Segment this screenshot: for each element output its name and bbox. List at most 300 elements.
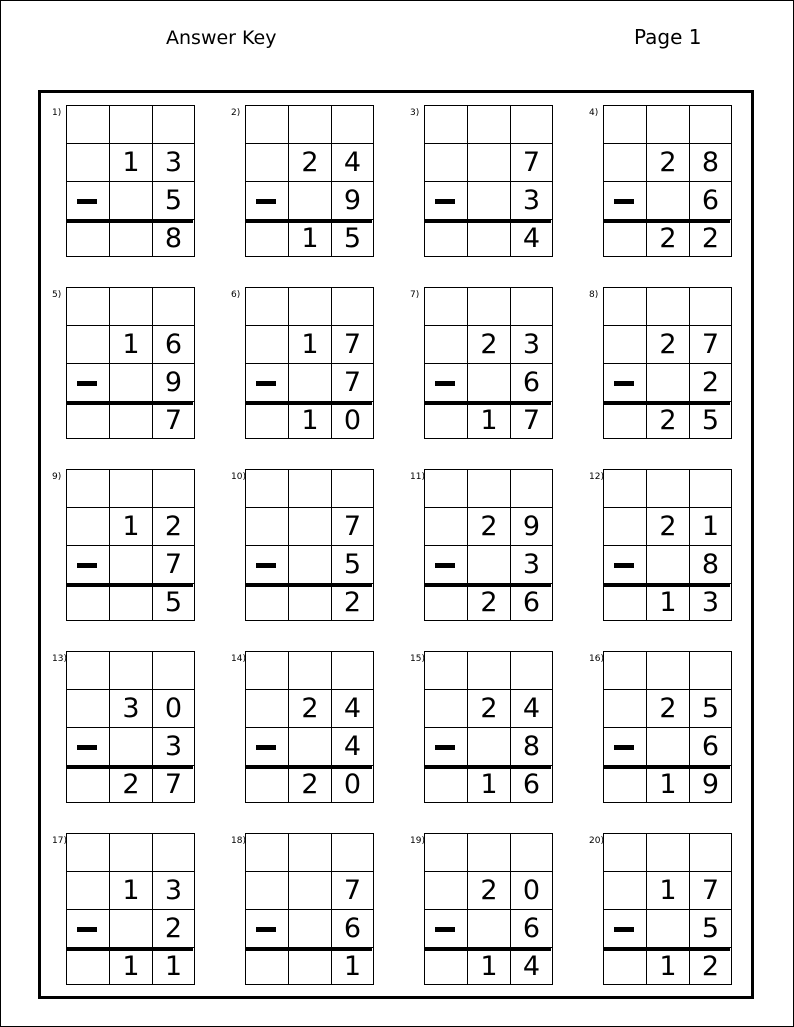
minus-sign: [77, 381, 97, 386]
digit-cell: [109, 401, 152, 439]
digit-cell: 6: [510, 363, 553, 401]
digit-cell: [424, 507, 467, 545]
digit-cell: [510, 287, 553, 325]
answer-line: [245, 584, 372, 587]
digit-cell: 5: [331, 219, 374, 257]
digit-cell: [424, 325, 467, 363]
digit-cell: 7: [331, 507, 374, 545]
digit-cell: [331, 469, 374, 507]
digit-cell: 3: [510, 325, 553, 363]
answer-line: [424, 220, 551, 223]
digit-cell: [603, 765, 646, 803]
digit-cell: [603, 947, 646, 985]
digit-cell: 2: [689, 363, 732, 401]
digit-cell: 3: [689, 583, 732, 621]
digit-cell: 1: [109, 143, 152, 181]
digit-cell: 6: [689, 727, 732, 765]
minus-sign: [614, 199, 634, 204]
digit-cell: [646, 909, 689, 947]
digit-cell: 2: [646, 507, 689, 545]
subtraction-problem: [52, 105, 193, 259]
answer-line: [603, 402, 730, 405]
digit-cell: 4: [510, 219, 553, 257]
digit-cell: [66, 401, 109, 439]
digit-cell: [66, 583, 109, 621]
digit-cell: [288, 583, 331, 621]
minus-sign: [77, 927, 97, 932]
minus-sign: [256, 927, 276, 932]
digit-cell: [646, 727, 689, 765]
digit-cell: [288, 545, 331, 583]
digit-cell: 2: [331, 583, 374, 621]
subtraction-problem: [231, 287, 372, 441]
problem-number: 11): [410, 472, 425, 482]
digit-cell: 6: [331, 909, 374, 947]
subtraction-problem: [410, 651, 551, 805]
digit-cell: 4: [510, 947, 553, 985]
digit-cell: [66, 507, 109, 545]
subtraction-problem: [589, 105, 730, 259]
digit-cell: 7: [510, 401, 553, 439]
digit-cell: 5: [152, 181, 195, 219]
digit-cell: 5: [689, 689, 732, 727]
digit-cell: [245, 219, 288, 257]
digit-cell: 2: [689, 947, 732, 985]
digit-cell: 9: [510, 507, 553, 545]
digit-cell: 7: [331, 363, 374, 401]
minus-sign: [435, 927, 455, 932]
digit-cell: [646, 651, 689, 689]
minus-sign: [435, 381, 455, 386]
digit-cell: [424, 143, 467, 181]
problem-sheet: [38, 90, 754, 999]
digit-cell: [331, 105, 374, 143]
problem-number: 5): [52, 290, 62, 300]
digit-cell: [109, 909, 152, 947]
digit-cell: [66, 833, 109, 871]
problem-number: 17): [52, 836, 67, 846]
digit-cell: [66, 287, 109, 325]
digit-cell: [646, 363, 689, 401]
minus-sign: [614, 745, 634, 750]
digit-cell: [66, 689, 109, 727]
minus-sign: [256, 563, 276, 568]
digit-cell: [424, 401, 467, 439]
digit-cell: [288, 871, 331, 909]
digit-cell: [288, 909, 331, 947]
digit-cell: [467, 105, 510, 143]
digit-cell: 1: [467, 401, 510, 439]
digit-cell: [288, 363, 331, 401]
minus-sign: [614, 563, 634, 568]
digit-cell: 8: [689, 545, 732, 583]
digit-cell: [245, 325, 288, 363]
answer-line: [424, 402, 551, 405]
digit-cell: [467, 287, 510, 325]
minus-sign: [435, 199, 455, 204]
digit-cell: 9: [689, 765, 732, 803]
digit-cell: [424, 219, 467, 257]
digit-cell: 3: [510, 545, 553, 583]
digit-cell: [288, 833, 331, 871]
digit-cell: [109, 287, 152, 325]
digit-cell: 6: [510, 583, 553, 621]
answer-line: [66, 766, 193, 769]
digit-cell: [510, 833, 553, 871]
subtraction-problem: [231, 833, 372, 987]
digit-cell: [467, 143, 510, 181]
digit-cell: [288, 105, 331, 143]
answer-line: [66, 402, 193, 405]
digit-cell: 3: [510, 181, 553, 219]
digit-cell: [467, 363, 510, 401]
digit-cell: [245, 507, 288, 545]
digit-cell: [646, 833, 689, 871]
digit-cell: [467, 651, 510, 689]
page-title: Answer Key: [166, 27, 277, 49]
digit-cell: 8: [689, 143, 732, 181]
digit-cell: 7: [510, 143, 553, 181]
digit-cell: 2: [646, 689, 689, 727]
digit-cell: 2: [288, 689, 331, 727]
digit-cell: [603, 651, 646, 689]
problem-number: 3): [410, 108, 420, 118]
digit-cell: [603, 871, 646, 909]
minus-sign: [256, 381, 276, 386]
digit-cell: [467, 545, 510, 583]
minus-sign: [256, 745, 276, 750]
subtraction-problem: [589, 287, 730, 441]
digit-cell: [66, 947, 109, 985]
problem-number: 13): [52, 654, 67, 664]
digit-cell: [603, 507, 646, 545]
answer-line: [424, 584, 551, 587]
digit-cell: 2: [646, 325, 689, 363]
digit-cell: 1: [467, 947, 510, 985]
subtraction-problem: [410, 105, 551, 259]
digit-cell: [689, 469, 732, 507]
answer-line: [66, 220, 193, 223]
digit-cell: [66, 651, 109, 689]
digit-cell: 1: [646, 947, 689, 985]
subtraction-problem: [231, 651, 372, 805]
digit-cell: 2: [646, 219, 689, 257]
digit-cell: [245, 143, 288, 181]
digit-cell: [66, 105, 109, 143]
digit-cell: 7: [152, 765, 195, 803]
digit-cell: 2: [467, 325, 510, 363]
digit-cell: [467, 833, 510, 871]
answer-line: [245, 948, 372, 951]
digit-cell: 3: [152, 727, 195, 765]
answer-line: [603, 584, 730, 587]
digit-cell: 1: [152, 947, 195, 985]
digit-cell: [646, 181, 689, 219]
digit-cell: [424, 469, 467, 507]
digit-cell: [288, 469, 331, 507]
digit-cell: 1: [467, 765, 510, 803]
digit-cell: 5: [689, 401, 732, 439]
digit-cell: [66, 469, 109, 507]
digit-cell: [109, 363, 152, 401]
digit-cell: [331, 287, 374, 325]
digit-cell: 1: [646, 583, 689, 621]
minus-sign: [77, 199, 97, 204]
digit-cell: 0: [331, 765, 374, 803]
digit-cell: 2: [467, 871, 510, 909]
digit-cell: [467, 469, 510, 507]
page-number: Page 1: [634, 25, 702, 49]
answer-line: [245, 220, 372, 223]
digit-cell: [603, 583, 646, 621]
digit-cell: [66, 765, 109, 803]
digit-cell: 8: [152, 219, 195, 257]
problem-number: 4): [589, 108, 599, 118]
digit-cell: 4: [331, 689, 374, 727]
digit-cell: 2: [467, 689, 510, 727]
subtraction-problem: [231, 105, 372, 259]
digit-cell: [245, 947, 288, 985]
minus-sign: [435, 563, 455, 568]
answer-line: [66, 584, 193, 587]
digit-cell: [424, 287, 467, 325]
digit-cell: [603, 469, 646, 507]
digit-cell: [603, 833, 646, 871]
digit-cell: 3: [152, 871, 195, 909]
digit-cell: 4: [510, 689, 553, 727]
digit-cell: [66, 143, 109, 181]
problem-number: 18): [231, 836, 246, 846]
problem-number: 8): [589, 290, 599, 300]
digit-cell: [152, 651, 195, 689]
digit-cell: 9: [331, 181, 374, 219]
digit-cell: 1: [646, 871, 689, 909]
digit-cell: [603, 287, 646, 325]
digit-cell: [510, 651, 553, 689]
digit-cell: 4: [331, 727, 374, 765]
digit-cell: 7: [689, 325, 732, 363]
digit-cell: [331, 833, 374, 871]
answer-line: [603, 220, 730, 223]
digit-cell: 1: [288, 401, 331, 439]
digit-cell: [424, 583, 467, 621]
digit-cell: [109, 469, 152, 507]
digit-cell: [152, 105, 195, 143]
subtraction-problem: [410, 287, 551, 441]
digit-cell: 7: [689, 871, 732, 909]
digit-cell: 6: [152, 325, 195, 363]
digit-cell: [603, 219, 646, 257]
digit-cell: [424, 105, 467, 143]
answer-line: [424, 948, 551, 951]
problem-number: 7): [410, 290, 420, 300]
digit-cell: 5: [331, 545, 374, 583]
digit-cell: 2: [288, 143, 331, 181]
digit-cell: [152, 287, 195, 325]
digit-cell: 1: [109, 507, 152, 545]
answer-line: [603, 948, 730, 951]
digit-cell: 1: [288, 219, 331, 257]
digit-cell: [646, 287, 689, 325]
problem-number: 20): [589, 836, 604, 846]
digit-cell: 6: [510, 765, 553, 803]
digit-cell: 2: [689, 219, 732, 257]
digit-cell: 3: [152, 143, 195, 181]
digit-cell: [109, 219, 152, 257]
digit-cell: 7: [331, 871, 374, 909]
digit-cell: [603, 105, 646, 143]
digit-cell: [288, 651, 331, 689]
digit-cell: [467, 181, 510, 219]
digit-cell: [510, 469, 553, 507]
digit-cell: [646, 469, 689, 507]
digit-cell: [109, 105, 152, 143]
digit-cell: [245, 651, 288, 689]
digit-cell: [109, 181, 152, 219]
digit-cell: [109, 727, 152, 765]
digit-cell: 2: [152, 909, 195, 947]
digit-cell: 2: [109, 765, 152, 803]
answer-line: [245, 766, 372, 769]
digit-cell: [245, 765, 288, 803]
digit-cell: [467, 727, 510, 765]
problem-number: 14): [231, 654, 246, 664]
digit-cell: 6: [510, 909, 553, 947]
problem-number: 16): [589, 654, 604, 664]
subtraction-problem: [231, 469, 372, 623]
digit-cell: 1: [109, 871, 152, 909]
subtraction-problem: [52, 651, 193, 805]
minus-sign: [614, 927, 634, 932]
digit-cell: [603, 401, 646, 439]
digit-cell: 1: [331, 947, 374, 985]
digit-cell: 0: [331, 401, 374, 439]
subtraction-problem: [52, 833, 193, 987]
digit-cell: [109, 583, 152, 621]
digit-cell: 2: [646, 143, 689, 181]
minus-sign: [256, 199, 276, 204]
digit-cell: 6: [689, 181, 732, 219]
digit-cell: [245, 105, 288, 143]
digit-cell: [109, 651, 152, 689]
digit-cell: 5: [689, 909, 732, 947]
answer-line: [245, 402, 372, 405]
digit-cell: [245, 469, 288, 507]
digit-cell: [331, 651, 374, 689]
minus-sign: [614, 381, 634, 386]
minus-sign: [77, 745, 97, 750]
digit-cell: [66, 871, 109, 909]
problem-number: 15): [410, 654, 425, 664]
digit-cell: 7: [152, 401, 195, 439]
digit-cell: [288, 287, 331, 325]
problem-number: 9): [52, 472, 62, 482]
digit-cell: [510, 105, 553, 143]
digit-cell: [424, 689, 467, 727]
digit-cell: 1: [109, 325, 152, 363]
digit-cell: [109, 833, 152, 871]
digit-cell: 8: [510, 727, 553, 765]
digit-cell: [245, 583, 288, 621]
digit-cell: 0: [510, 871, 553, 909]
digit-cell: [288, 507, 331, 545]
digit-cell: [467, 219, 510, 257]
problem-number: 10): [231, 472, 246, 482]
answer-line: [424, 766, 551, 769]
digit-cell: [245, 689, 288, 727]
digit-cell: [689, 651, 732, 689]
digit-cell: [689, 105, 732, 143]
digit-cell: [424, 871, 467, 909]
digit-cell: [646, 545, 689, 583]
digit-cell: [288, 181, 331, 219]
subtraction-problem: [52, 469, 193, 623]
problem-number: 12): [589, 472, 604, 482]
digit-cell: 4: [331, 143, 374, 181]
digit-cell: [66, 219, 109, 257]
subtraction-problem: [410, 469, 551, 623]
digit-cell: 7: [152, 545, 195, 583]
subtraction-problem: [410, 833, 551, 987]
subtraction-problem: [52, 287, 193, 441]
digit-cell: 5: [152, 583, 195, 621]
digit-cell: 1: [646, 765, 689, 803]
digit-cell: [109, 545, 152, 583]
digit-cell: [152, 469, 195, 507]
digit-cell: 2: [646, 401, 689, 439]
digit-cell: 1: [288, 325, 331, 363]
digit-cell: 2: [288, 765, 331, 803]
digit-cell: [245, 287, 288, 325]
digit-cell: [288, 727, 331, 765]
answer-line: [603, 766, 730, 769]
digit-cell: [288, 947, 331, 985]
digit-cell: [646, 105, 689, 143]
problem-number: 2): [231, 108, 241, 118]
minus-sign: [435, 745, 455, 750]
answer-line: [66, 948, 193, 951]
digit-cell: 2: [467, 583, 510, 621]
digit-cell: [424, 833, 467, 871]
digit-cell: [424, 651, 467, 689]
digit-cell: [424, 765, 467, 803]
digit-cell: 9: [152, 363, 195, 401]
digit-cell: [245, 871, 288, 909]
digit-cell: [245, 833, 288, 871]
digit-cell: [467, 909, 510, 947]
problem-number: 1): [52, 108, 62, 118]
digit-cell: 1: [109, 947, 152, 985]
problem-number: 6): [231, 290, 241, 300]
digit-cell: 2: [467, 507, 510, 545]
digit-cell: 0: [152, 689, 195, 727]
digit-cell: 2: [152, 507, 195, 545]
digit-cell: [424, 947, 467, 985]
digit-cell: [689, 833, 732, 871]
digit-cell: 1: [689, 507, 732, 545]
digit-cell: 3: [109, 689, 152, 727]
digit-cell: [66, 325, 109, 363]
minus-sign: [77, 563, 97, 568]
problem-number: 19): [410, 836, 425, 846]
digit-cell: [152, 833, 195, 871]
subtraction-problem: [589, 469, 730, 623]
digit-cell: [603, 689, 646, 727]
digit-cell: [245, 401, 288, 439]
subtraction-problem: [589, 651, 730, 805]
digit-cell: [603, 143, 646, 181]
digit-cell: 7: [331, 325, 374, 363]
